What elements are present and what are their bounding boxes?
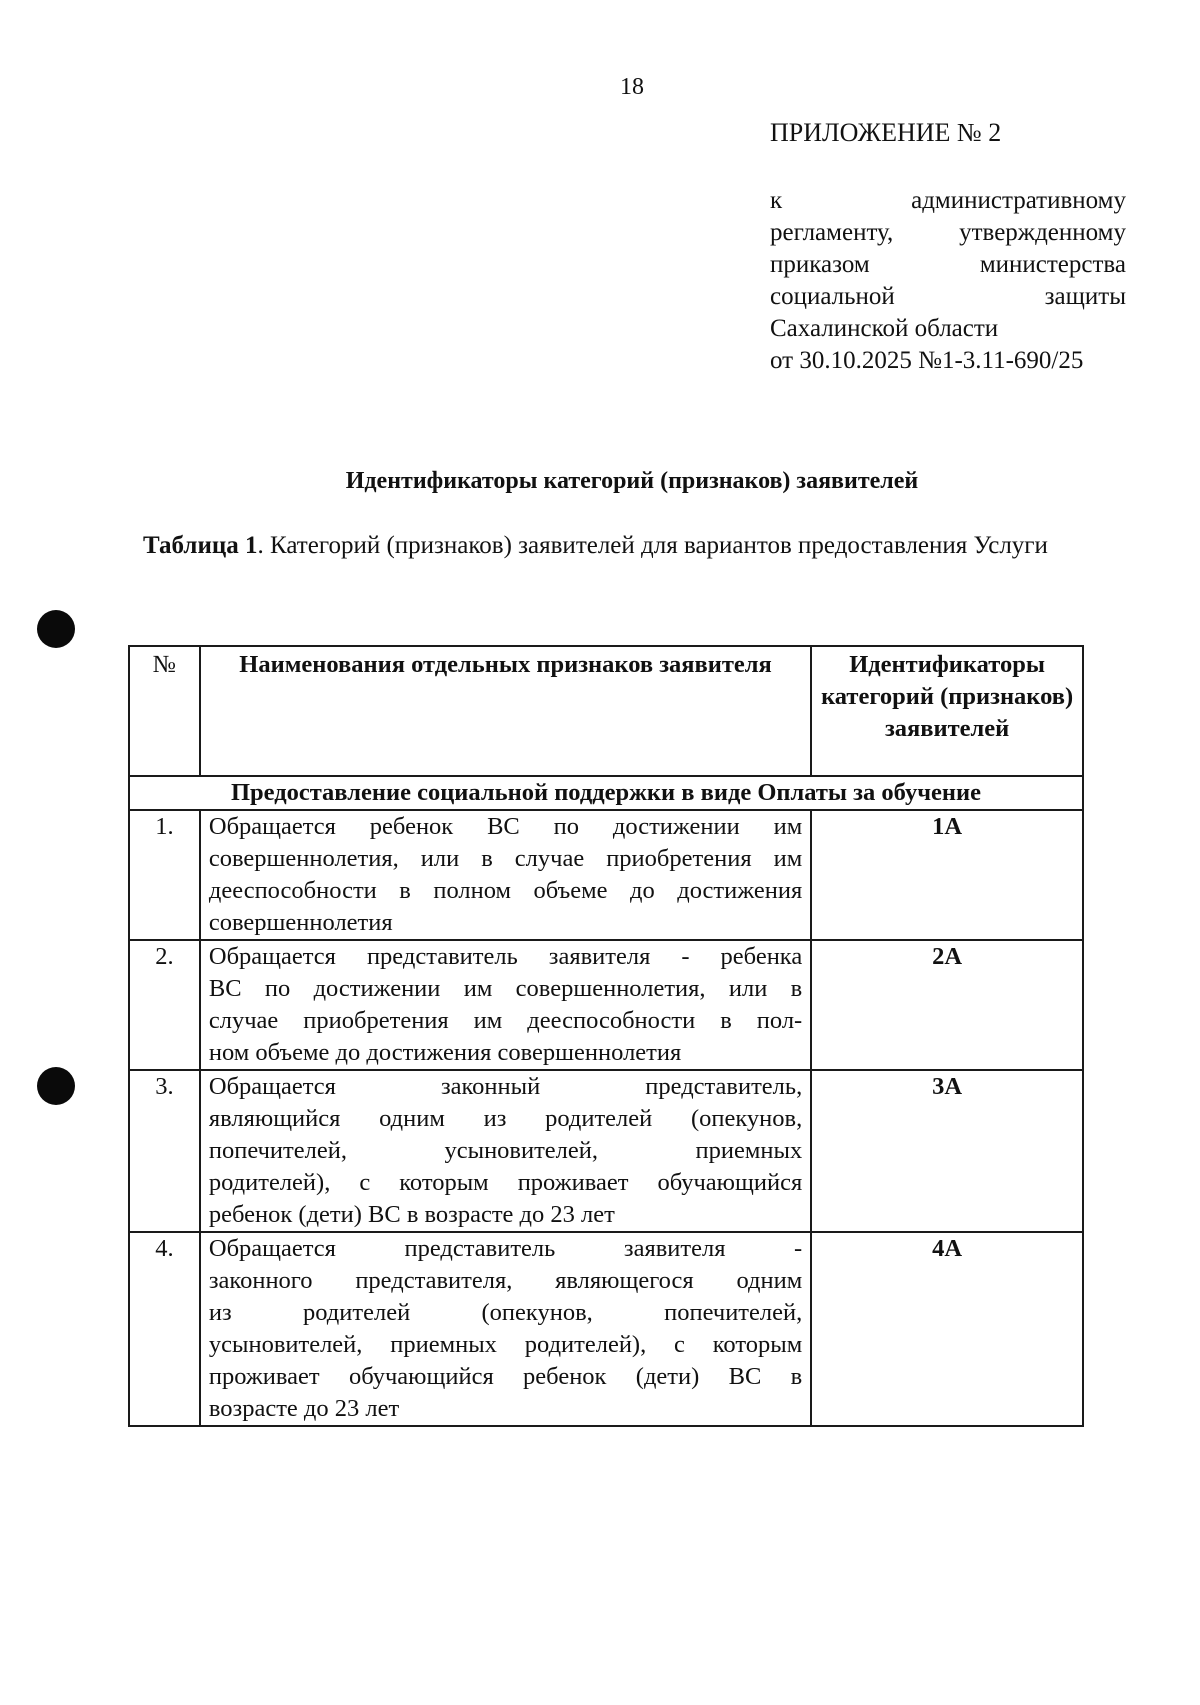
punch-hole-mark <box>37 1067 75 1105</box>
appendix-line: к административному <box>770 187 1126 214</box>
description-line: дееспособности в полном объеме до достижения <box>208 877 803 904</box>
row-identifier: 1А <box>811 810 1083 940</box>
caption-label: Таблица 1 <box>143 532 258 559</box>
appendix-title: ПРИЛОЖЕНИЕ № 2 <box>770 118 1002 147</box>
description-line: Обращается ребенок ВС по достижении им <box>208 813 803 840</box>
row-number: 2. <box>129 940 200 1070</box>
document-heading: Идентификаторы категорий (признаков) заявителей <box>345 468 919 494</box>
header-number: № <box>129 646 200 776</box>
header-name: Наименования отдельных признаков заявителя <box>200 646 811 776</box>
description-line: Обращается законный представитель, <box>208 1073 803 1100</box>
appendix-reference <box>770 185 1126 377</box>
description-line: попечителей, усыновителей, приемных <box>208 1137 803 1164</box>
description-line: возрасте до 23 лет <box>208 1395 400 1422</box>
description-line: ВС по достижении им совершеннолетия, или в <box>208 975 803 1002</box>
page-number: 18 <box>620 74 644 100</box>
description-line: являющийся одним из родителей (опекунов, <box>208 1105 803 1132</box>
row-description <box>200 810 811 940</box>
table-row <box>129 1070 1083 1232</box>
row-identifier: 2А <box>811 940 1083 1070</box>
description-line: ребенок (дети) ВС в возрасте до 23 лет <box>208 1201 615 1228</box>
applicant-categories-table <box>128 645 1084 1427</box>
row-description <box>200 1070 811 1232</box>
description-line: Обращается представитель заявителя - ребенка <box>208 943 803 970</box>
row-identifier: 3А <box>811 1070 1083 1232</box>
section-row <box>129 776 1083 810</box>
table-row <box>129 1232 1083 1426</box>
table-header-row <box>129 646 1083 776</box>
appendix-line: приказом министерства <box>770 251 1126 278</box>
row-description <box>200 1232 811 1426</box>
description-line: совершеннолетия <box>208 909 393 936</box>
row-number: 1. <box>129 810 200 940</box>
description-line: законного представителя, являющегося одним <box>208 1267 803 1294</box>
appendix-line: социальной защиты <box>770 283 1126 310</box>
description-line: Обращается представитель заявителя - <box>208 1235 803 1262</box>
description-line: родителей), с которым проживает обучающийся <box>208 1169 803 1196</box>
table-row <box>129 810 1083 940</box>
row-identifier: 4А <box>811 1232 1083 1426</box>
appendix-line: Сахалинской области <box>770 315 999 342</box>
description-line: усыновителей, приемных родителей), с которым <box>208 1331 803 1358</box>
row-description <box>200 940 811 1070</box>
punch-hole-mark <box>37 610 75 648</box>
table-caption <box>143 530 1093 562</box>
description-line: случае приобретения им дееспособности в пол- <box>208 1007 803 1034</box>
description-line: совершеннолетия, или в случае приобретения им <box>208 845 803 872</box>
caption-text: . Категорий (признаков) заявителей для вариантов предоставления Услуги <box>257 532 1048 559</box>
section-title: Предоставление социальной поддержки в виде Оплаты за обучение <box>129 776 1083 810</box>
row-number: 4. <box>129 1232 200 1426</box>
header-identifiers: Идентификаторы категорий (признаков) заявителей <box>811 646 1083 776</box>
description-line: ном объеме до достижения совершеннолетия <box>208 1039 682 1066</box>
row-number: 3. <box>129 1070 200 1232</box>
appendix-line: от 30.10.2025 №1-3.11-690/25 <box>770 347 1084 374</box>
description-line: проживает обучающийся ребенок (дети) ВС в <box>208 1363 803 1390</box>
appendix-line: регламенту, утвержденному <box>770 219 1126 246</box>
description-line: из родителей (опекунов, попечителей, <box>208 1299 803 1326</box>
table-row <box>129 940 1083 1070</box>
